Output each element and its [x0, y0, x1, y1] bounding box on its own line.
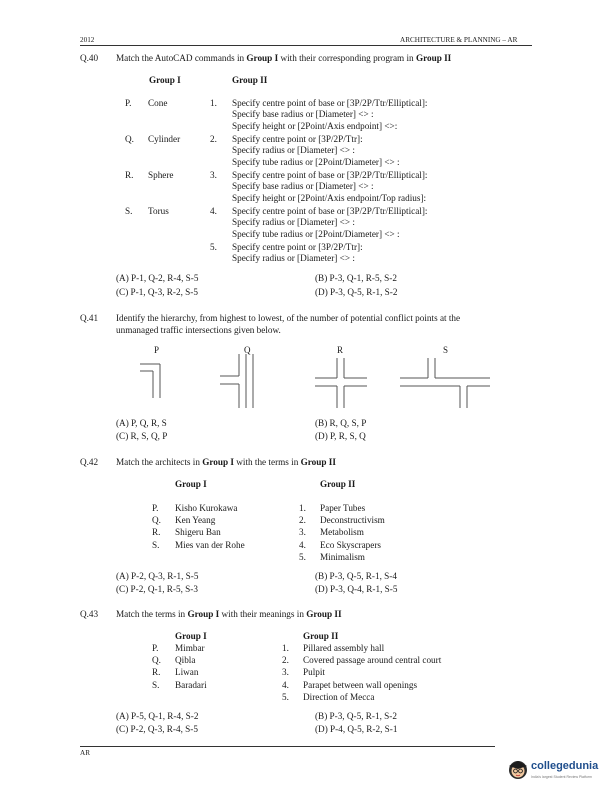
q42-group1-key: R.	[152, 527, 161, 538]
q42-group2-key: 4.	[299, 539, 306, 550]
q42-group2-key: 1.	[299, 503, 306, 513]
q41-figure-p	[138, 360, 178, 400]
q40-group1-key: S.	[125, 206, 133, 216]
q43-group2-item: Parapet between wall openings	[303, 679, 418, 690]
q40-option-c[interactable]: (C) P-1, Q-3, R-2, S-5	[116, 287, 198, 297]
q43-option-c[interactable]: (C) P-2, Q-3, R-4, S-5	[116, 724, 198, 734]
q40-group2-line: Specify radius or [Diameter] <> :	[232, 217, 355, 228]
q42-option-a[interactable]: (A) P-2, Q-3, R-1, S-5	[116, 571, 199, 581]
q40-number: Q.40	[80, 53, 99, 63]
q41-option-c[interactable]: (C) R, S, Q, P	[116, 431, 168, 441]
q41-figure-s	[398, 356, 492, 410]
q40-group2-line: Specify centre point of base or [3P/2P/Ttr/Elliptical]:	[232, 206, 428, 216]
q43-group2-key: 4.	[282, 679, 289, 690]
q40-group1-key: Q.	[125, 134, 134, 144]
q40-group1-item: Torus	[148, 206, 169, 216]
q43-group2-item: Pulpit	[303, 667, 325, 678]
q43-group1-key: Q.	[152, 655, 161, 666]
q41-option-b[interactable]: (B) R, Q, S, P	[315, 418, 367, 428]
q40-stem: Match the AutoCAD commands in Group I with their corresponding program in Group II	[116, 53, 452, 63]
q42-group2-key: 3.	[299, 527, 306, 538]
q40-group2-line: Specify radius or [Diameter] <> :	[232, 145, 355, 156]
q43-group1-item: Mimbar	[175, 643, 205, 653]
q40-group1-item: Cylinder	[148, 134, 181, 144]
q43-option-d[interactable]: (D) P-4, Q-5, R-2, S-1	[315, 724, 398, 734]
q43-option-a[interactable]: (A) P-5, Q-1, R-4, S-2	[116, 711, 199, 721]
q42-group1-item: Mies van der Rohe	[175, 539, 245, 550]
q41-label-r: R	[337, 345, 344, 355]
q43-group2-key: 3.	[282, 667, 289, 678]
q40-group2-key: 1.	[210, 98, 217, 108]
q40-option-a[interactable]: (A) P-1, Q-2, R-4, S-5	[116, 273, 199, 283]
q42-group1-key: P.	[152, 503, 159, 513]
q43-group2-item: Pillared assembly hall	[303, 643, 385, 653]
q42-group1-item: Ken Yeang	[175, 515, 216, 526]
q43-group2-key: 5.	[282, 691, 289, 702]
q40-group2-line: Specify base radius or [Diameter] <> :	[232, 109, 374, 120]
collegedunia-brand[interactable]: collegedunia	[531, 760, 599, 772]
q42-stem: Match the architects in Group I with the terms in Group II	[116, 457, 336, 467]
q40-group1-item: Cone	[148, 98, 168, 108]
q40-option-d[interactable]: (D) P-3, Q-5, R-1, S-2	[315, 287, 398, 297]
q40-group1-key: P.	[125, 98, 132, 108]
q43-group1-item: Qibla	[175, 655, 196, 666]
q43-option-b[interactable]: (B) P-3, Q-5, R-1, S-2	[315, 711, 397, 721]
q42-group2-item: Minimalism	[320, 551, 365, 562]
q43-group1-key: P.	[152, 643, 159, 653]
header-year: 2012	[80, 36, 95, 44]
q43-group2-item: Covered passage around central court	[303, 655, 442, 666]
q42-number: Q.42	[80, 457, 99, 467]
q41-stem-line1: Identify the hierarchy, from highest to lowest, of the number of potential conflict points at the	[116, 313, 461, 323]
q40-group2-line: Specify height or [2Point/Axis endpoint] <>:	[232, 120, 398, 131]
q42-group2-key: 5.	[299, 551, 306, 562]
q40-group2-line: Specify centre point of base or [3P/2P/Ttr/Elliptical]:	[232, 98, 428, 108]
q42-group1-key: Q.	[152, 515, 161, 526]
footer-rule	[80, 746, 495, 747]
collegedunia-logo-icon	[506, 757, 530, 781]
header-paper: ARCHITECTURE & PLANNING – AR	[400, 36, 518, 44]
q40-group2-line: Specify tube radius or [2Point/Diameter] <> :	[232, 156, 400, 167]
q41-figure-r	[313, 356, 369, 410]
q42-group1-item: Shigeru Ban	[175, 527, 221, 538]
header-rule	[80, 45, 532, 46]
q42-group1-key: S.	[152, 539, 160, 550]
collegedunia-tagline: India's largest Student Review Platform	[531, 775, 592, 779]
q42-group2-title: Group II	[320, 479, 356, 489]
q42-group1-title: Group I	[175, 479, 207, 489]
q41-option-d[interactable]: (D) P, R, S, Q	[315, 431, 366, 441]
q41-label-q: Q	[244, 345, 251, 355]
q41-stem-line2: unmanaged traffic intersections given below.	[116, 325, 281, 335]
q42-group2-item: Paper Tubes	[320, 503, 366, 513]
q42-option-b[interactable]: (B) P-3, Q-5, R-1, S-4	[315, 571, 397, 581]
q40-group2-key: 3.	[210, 170, 217, 180]
q42-group1-item: Kisho Kurokawa	[175, 503, 238, 513]
q40-group1-item: Sphere	[148, 170, 174, 180]
q40-group2-title: Group II	[232, 75, 268, 85]
q40-group2-line: Specify height or [2Point/Axis endpoint/Top radius]:	[232, 192, 427, 203]
q40-group2-key: 4.	[210, 206, 217, 216]
q40-option-b[interactable]: (B) P-3, Q-1, R-5, S-2	[315, 273, 397, 283]
q40-group1-key: R.	[125, 170, 134, 180]
q43-group2-title: Group II	[303, 631, 339, 641]
q40-group1-title: Group I	[149, 75, 181, 85]
q41-option-a[interactable]: (A) P, Q, R, S	[116, 418, 167, 428]
q43-number: Q.43	[80, 609, 99, 619]
q40-group2-line: Specify centre point or [3P/2P/Ttr]:	[232, 134, 363, 144]
q40-group2-key: 2.	[210, 134, 217, 144]
q42-group2-item: Metabolism	[320, 527, 364, 538]
q41-figure-q	[218, 352, 268, 410]
q40-group2-line: Specify radius or [Diameter] <> :	[232, 253, 355, 264]
q41-label-s: S	[443, 345, 449, 355]
q40-group2-line: Specify centre point of base or [3P/2P/Ttr/Elliptical]:	[232, 170, 428, 180]
footer-code: AR	[80, 749, 90, 757]
q42-option-c[interactable]: (C) P-2, Q-1, R-5, S-3	[116, 584, 198, 594]
q43-stem: Match the terms in Group I with their meanings in Group II	[116, 609, 342, 619]
q40-group2-key: 5.	[210, 242, 217, 252]
q43-group2-key: 2.	[282, 655, 289, 666]
q42-option-d[interactable]: (D) P-3, Q-4, R-1, S-5	[315, 584, 398, 594]
q43-group1-key: S.	[152, 679, 160, 690]
q40-group2-line: Specify tube radius or [2Point/Diameter] <> :	[232, 228, 400, 239]
q41-label-p: P	[154, 345, 160, 355]
q43-group2-key: 1.	[282, 643, 289, 653]
q43-group2-item: Direction of Mecca	[303, 691, 375, 702]
q43-group1-item: Liwan	[175, 667, 199, 678]
q42-group2-item: Eco Skyscrapers	[320, 539, 381, 550]
q42-group2-key: 2.	[299, 515, 306, 526]
q41-number: Q.41	[80, 313, 99, 323]
q40-group2-line: Specify base radius or [Diameter] <> :	[232, 181, 374, 192]
q43-group1-key: R.	[152, 667, 161, 678]
q40-group2-line: Specify centre point or [3P/2P/Ttr]:	[232, 242, 363, 252]
q43-group1-title: Group I	[175, 631, 207, 641]
q43-group1-item: Baradari	[175, 679, 207, 690]
q42-group2-item: Deconstructivism	[320, 515, 385, 526]
